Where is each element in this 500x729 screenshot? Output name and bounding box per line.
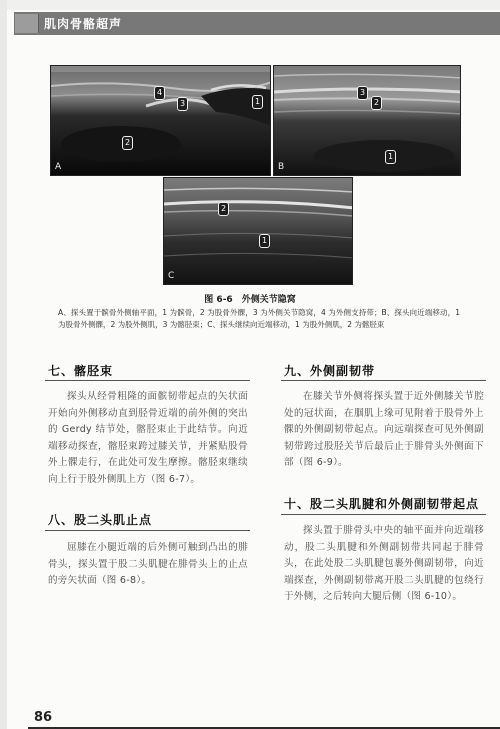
ultrasound-image-c (164, 178, 353, 285)
section-heading-10: 十、股二头肌腱和外侧副韧带起点 (284, 497, 480, 511)
page-binding-edge (0, 0, 7, 729)
panel-a-letter: A (55, 162, 62, 172)
marker-c-1: 1 (259, 234, 270, 248)
section-divider-7 (45, 380, 250, 381)
marker-b-3: 3 (357, 86, 368, 100)
ultrasound-panel-a (50, 65, 271, 176)
section-divider-10 (281, 514, 486, 515)
panel-b-letter: B (278, 162, 285, 172)
marker-a-2: 2 (122, 136, 133, 150)
ultrasound-panel-c (163, 177, 353, 285)
section-heading-9: 九、外侧副韧带 (284, 364, 376, 378)
ultrasound-image-a (51, 66, 271, 176)
header-decoration (15, 14, 39, 33)
ultrasound-image-b (274, 66, 461, 176)
section-heading-7: 七、髂胫束 (48, 364, 114, 378)
marker-a-1: 1 (252, 95, 263, 109)
marker-c-2: 2 (218, 202, 229, 216)
page-number: 86 (34, 710, 53, 725)
marker-a-3: 3 (177, 97, 188, 111)
panel-c-letter: C (168, 271, 175, 281)
section-heading-8: 八、股二头肌止点 (48, 513, 153, 527)
section-divider-9 (281, 380, 486, 381)
running-header-title: 肌肉骨骼超声 (44, 17, 123, 31)
page-top-edge (0, 0, 500, 10)
ultrasound-panel-b (273, 65, 461, 176)
section-divider-8 (45, 530, 250, 531)
marker-b-2: 2 (371, 96, 382, 110)
section-body-7: 探头从经骨粗隆的面髌韧带起点的矢状面开始向外侧移动直到胫骨近端的前外侧的突出的 Gerdy 结节处，髂胫束止于此结节。向近端移动探查，髂胫束跨过膝关节，并紧贴股骨外上髁走行，在此处可发生摩擦。髂胫束继续向上行于股外侧肌上方（图 6-7）。 (48, 391, 248, 485)
figure-title: 图 6-6 外侧关节隐窝 (204, 295, 296, 305)
marker-a-4: 4 (154, 86, 165, 100)
section-body-10: 探头置于腓骨头中央的轴平面并向近端移动，股二头肌腱和外侧副韧带共同起于腓骨头，在此处股二头肌腱包裹外侧副韧带，向近端探查，外侧副韧带离开股二头肌腱的包绕行于外侧，之后转向大腿后侧（图 6-10）。 (284, 525, 484, 602)
marker-b-1: 1 (385, 150, 396, 164)
section-body-9: 在膝关节外侧将探头置于近外侧膝关节腔处的冠状面，在腘肌上缘可见附着于股骨外上髁的外侧副韧带起点。向远端探查可见外侧副韧带跨过股胫关节后最后止于腓骨头外侧面下部（图 6-9）。 (284, 391, 484, 468)
figure-caption: A、探头置于髌骨外侧轴平面，1 为髌骨，2 为股骨外髁，3 为外侧关节隐窝，4 为外侧支持带；B、探头向近端移动，1 为股骨外侧髁，2 为股外侧肌，3 为髂胫束；C、探头继续向近端移动，1 为股外侧肌，2 为髂胫束 (58, 308, 460, 329)
section-body-8: 屈膝在小腿近端的后外侧可触到凸出的腓骨头，探头置于股二头肌腱在腓骨头上的止点的旁矢状面（图 6-8）。 (48, 542, 248, 586)
